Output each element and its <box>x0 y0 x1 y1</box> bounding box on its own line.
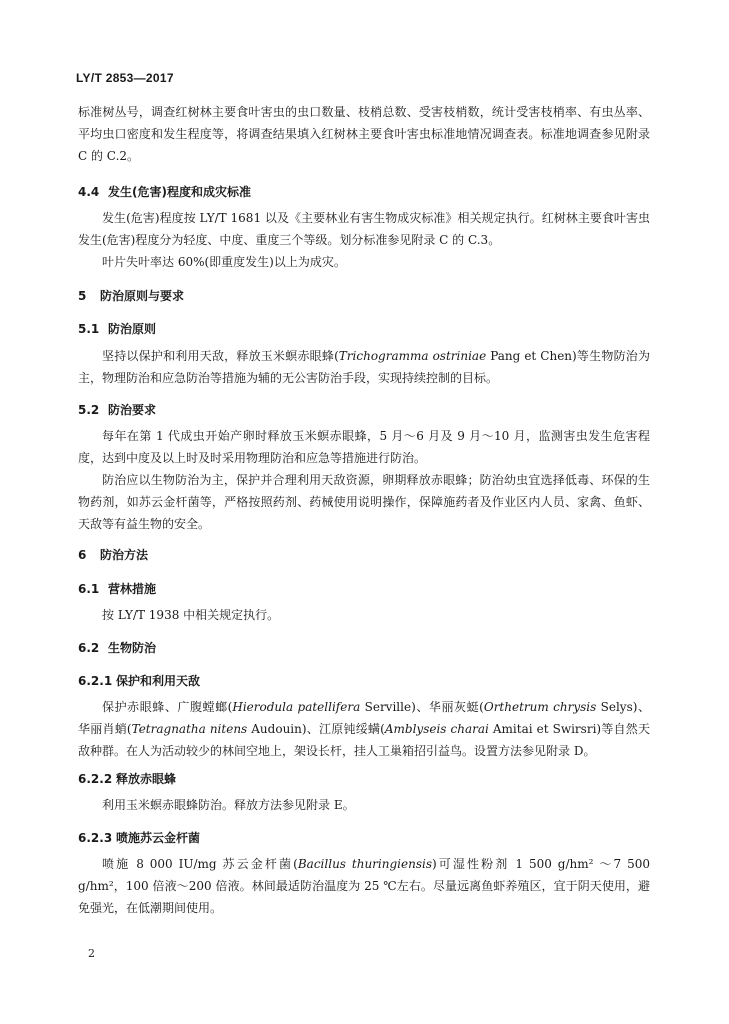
section-number: 6.1 <box>78 582 100 596</box>
section-title: 防治原则 <box>108 322 157 336</box>
section-5-2-paragraph-1: 每年在第 1 代成虫开始产卵时释放玉米螟赤眼蜂，5 月～6 月及 9 月～10 月，监测害虫发生危害程度，达到中度及以上时及时采用物理防治和应急等措施进行防治。 <box>78 429 650 465</box>
section-title: 保护和利用天敌 <box>116 674 201 688</box>
scientific-name: Amblyseis charai <box>384 722 489 736</box>
text-run: 喷施 8 000 IU/mg 苏云金杆菌( <box>102 857 298 871</box>
section-title: 防治要求 <box>108 403 157 417</box>
section-6-2-heading <box>78 639 156 656</box>
scientific-name: Orthetrum chrysis <box>483 700 597 714</box>
scientific-name: Trichogramma ostriniae <box>338 349 487 363</box>
section-title: 营林措施 <box>108 582 157 596</box>
section-title: 防治方法 <box>100 548 149 562</box>
section-6-2-3-heading <box>78 829 200 846</box>
scientific-name: Tetragnatha nitens <box>131 722 248 736</box>
section-title: 喷施苏云金杆菌 <box>116 831 201 845</box>
section-number: 6 <box>78 548 87 562</box>
section-number: 5 <box>78 289 87 303</box>
section-6-2-2-paragraph: 利用玉米螟赤眼蜂防治。释放方法参见附录 E。 <box>102 798 355 812</box>
scientific-name: Bacillus thuringiensis <box>297 857 432 871</box>
section-4-4-paragraph-1: 发生(危害)程度按 LY/T 1681 以及《主要林业有害生物成灾标准》相关规定执行。红树林主要食叶害虫发生(危害)程度分为轻度、中度、重度三个等级。划分标准参见附录 C 的 C.3。 <box>78 211 650 247</box>
section-number: 6.2.1 <box>78 674 113 688</box>
section-number: 4.4 <box>78 185 100 199</box>
section-number: 6.2.3 <box>78 831 113 845</box>
section-title: 发生(危害)程度和成灾标准 <box>108 185 251 199</box>
section-4-4-paragraph-2: 叶片失叶率达 60%(即重度发生)以上为成灾。 <box>102 255 346 269</box>
section-6-2-2-heading <box>78 770 176 787</box>
section-4-4-heading <box>78 183 251 200</box>
section-number: 6.2.2 <box>78 772 113 786</box>
text-run: Amitai et Swirsri)等自然天敌种群。在人为活动较少的林间空地上，架设长杆，挂人工巢箱招引益鸟。设置方法参见附录 D。 <box>78 722 651 758</box>
section-5-2-paragraph-2: 防治应以生物防治为主，保护并合理利用天敌资源，卵期释放赤眼蜂；防治幼虫宜选择低毒、环保的生物药剂，如苏云金杆菌等，严格按照药剂、药械使用说明操作，保障施药者及作业区内人员、家禽、鱼虾、天敌等有益生物的安全。 <box>78 473 650 531</box>
text-run: Audouin)、江原钝绥螨( <box>247 722 385 736</box>
text-run: )可湿性粉剂 1 500 g/hm² ～7 500 g/hm²，100 倍液～200 倍液。林间最适防治温度为 25 ℃左右。尽量远离鱼虾养殖区，宜于阴天使用，避免强光，在低潮期间使用。 <box>78 857 650 915</box>
intro-paragraph: 标准树丛号，调查红树林主要食叶害虫的虫口数量、枝梢总数、受害枝梢数，统计受害枝梢率、有虫丛率、平均虫口密度和发生程度等，将调查结果填入红树林主要食叶害虫标准地情况调查表。标准地调查参见附录 C 的 C.2。 <box>78 105 650 163</box>
text-run: 坚持以保护和利用天敌，释放玉米螟赤眼蜂( <box>102 349 339 363</box>
section-title: 防治原则与要求 <box>100 289 185 303</box>
section-6-2-3-paragraph <box>78 853 650 919</box>
section-5-1-paragraph <box>78 345 650 389</box>
section-5-heading <box>78 287 184 304</box>
section-6-heading <box>78 546 148 563</box>
section-title: 释放赤眼蜂 <box>116 772 177 786</box>
text-run: Selys)、华丽肖蛸( <box>78 700 650 736</box>
section-5-2-heading <box>78 401 156 418</box>
section-number: 5.2 <box>78 403 100 417</box>
section-5-1-heading <box>78 320 156 337</box>
section-number: 5.1 <box>78 322 100 336</box>
section-6-2-1-paragraph <box>78 696 650 762</box>
section-6-1-paragraph: 按 LY/T 1938 中相关规定执行。 <box>102 608 280 622</box>
text-run: Serville)、华丽灰蜓( <box>360 700 484 714</box>
section-number: 6.2 <box>78 641 100 655</box>
scientific-name: Hierodula patellifera <box>232 700 361 714</box>
text-run: 保护赤眼蜂、广腹螳螂( <box>102 700 233 714</box>
standard-code-header: LY/T 2853—2017 <box>76 71 174 85</box>
text-run: Pang et Chen)等生物防治为主，物理防治和应急防治等措施为辅的无公害防治手段，实现持续控制的目标。 <box>78 349 651 385</box>
section-6-2-1-heading <box>78 672 200 689</box>
section-6-1-heading <box>78 580 156 597</box>
section-title: 生物防治 <box>108 641 157 655</box>
page-number: 2 <box>88 947 95 960</box>
